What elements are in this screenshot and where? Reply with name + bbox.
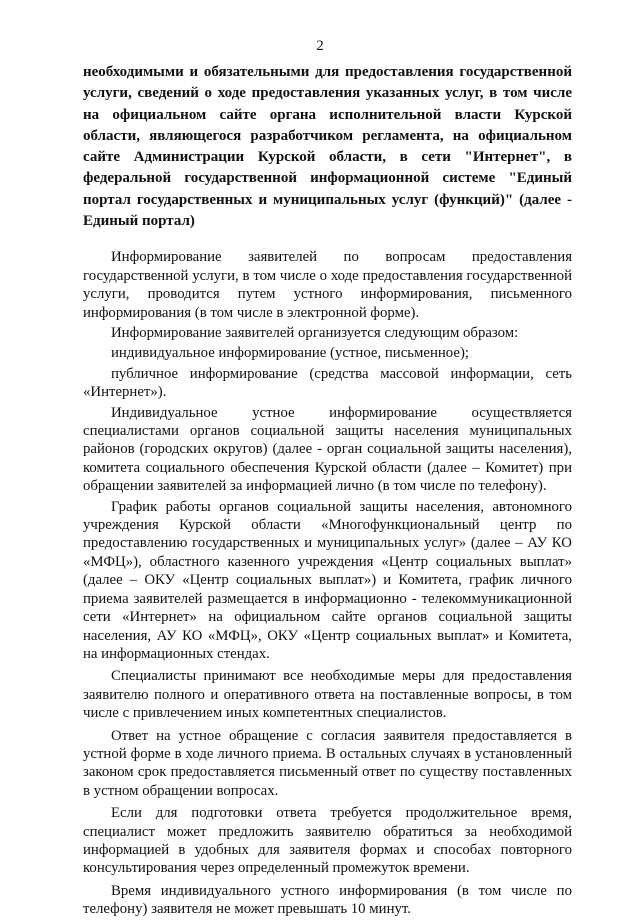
intro-bold-text: необходимыми и обязательными для предоставления государственной услуги, сведений о ходе предоставления указанных услуг, в том числе на официальном сайте органа исполнительной власти Курской области, являющегося разработчиком регламента, на официальном сайте Администрации Курской области, в сети "Интернет", в федеральной государственной информационной системе "Единый портал государственных и муниципальных услуг (функций)" (далее - Единый портал) (83, 64, 572, 230)
paragraph-informing-organization: Информирование заявителей организуется следующим образом: (111, 325, 519, 341)
paragraph-oral-answer: Ответ на устное обращение с согласия заявителя предоставляется в устной форме в ходе личного приема. В остальных случаях в установленный законом срок предоставляется письменный ответ по существу поставленных в устном обращении вопросах. (83, 727, 572, 799)
paragraph-public-informing: публичное информирование (средства массовой информации, сеть «Интернет»). (83, 365, 572, 401)
document-body (83, 62, 572, 921)
paragraph-work-schedule: График работы органов социальной защиты населения, автономного учреждения Курской области «Многофункциональный центр по предоставлению государственных и муниципальных услуг» (далее – АУ КО «МФЦ»), областного казенного учреждения «Центр социальных выплат» (далее – ОКУ «Центр социальных выплат») и Комитета, график личного приема заявителей размещается в информационно - телекоммуникационной сети «Интернет» на официальном сайте органов социальной защиты населения, АУ КО «МФЦ», ОКУ «Центр социальных выплат» и Комитета, на информационных стендах. (83, 498, 572, 662)
paragraph-time-limit: Время индивидуального устного информирования (в том числе по телефону) заявителя не может превышать 10 минут. (83, 882, 572, 918)
paragraph-informing-methods: Информирование заявителей по вопросам предоставления государственной услуги, в том числе о ходе предоставления государственной услуги, проводится путем устного информирования, письменного информирования (в том числе в электронной форме). (83, 249, 572, 321)
paragraph-individual-informing: индивидуальное информирование (устное, письменное); (111, 345, 469, 362)
paragraph-long-answer: Если для подготовки ответа требуется продолжительное время, специалист может предложить заявителю обратиться за необходимой информацией в удобных для заявителя формах и способах повторного консультирования через определенный промежуток времени. (83, 805, 572, 877)
paragraph-oral-informing: Индивидуальное устное информирование осуществляется специалистами органов социальной защиты населения муниципальных районов (городских округов) (далее - орган социальной защиты населения), комитета социального обеспечения Курской области (далее – Комитет) при обращении заявителей за информацией лично (в том числе по телефону). (83, 404, 572, 495)
paragraph-specialists: Специалисты принимают все необходимые меры для предоставления заявителю полного и оперативного ответа на поставленные вопросы, в том числе с привлечением иных компетентных специалистов. (83, 668, 572, 722)
page-number: 2 (316, 38, 324, 54)
